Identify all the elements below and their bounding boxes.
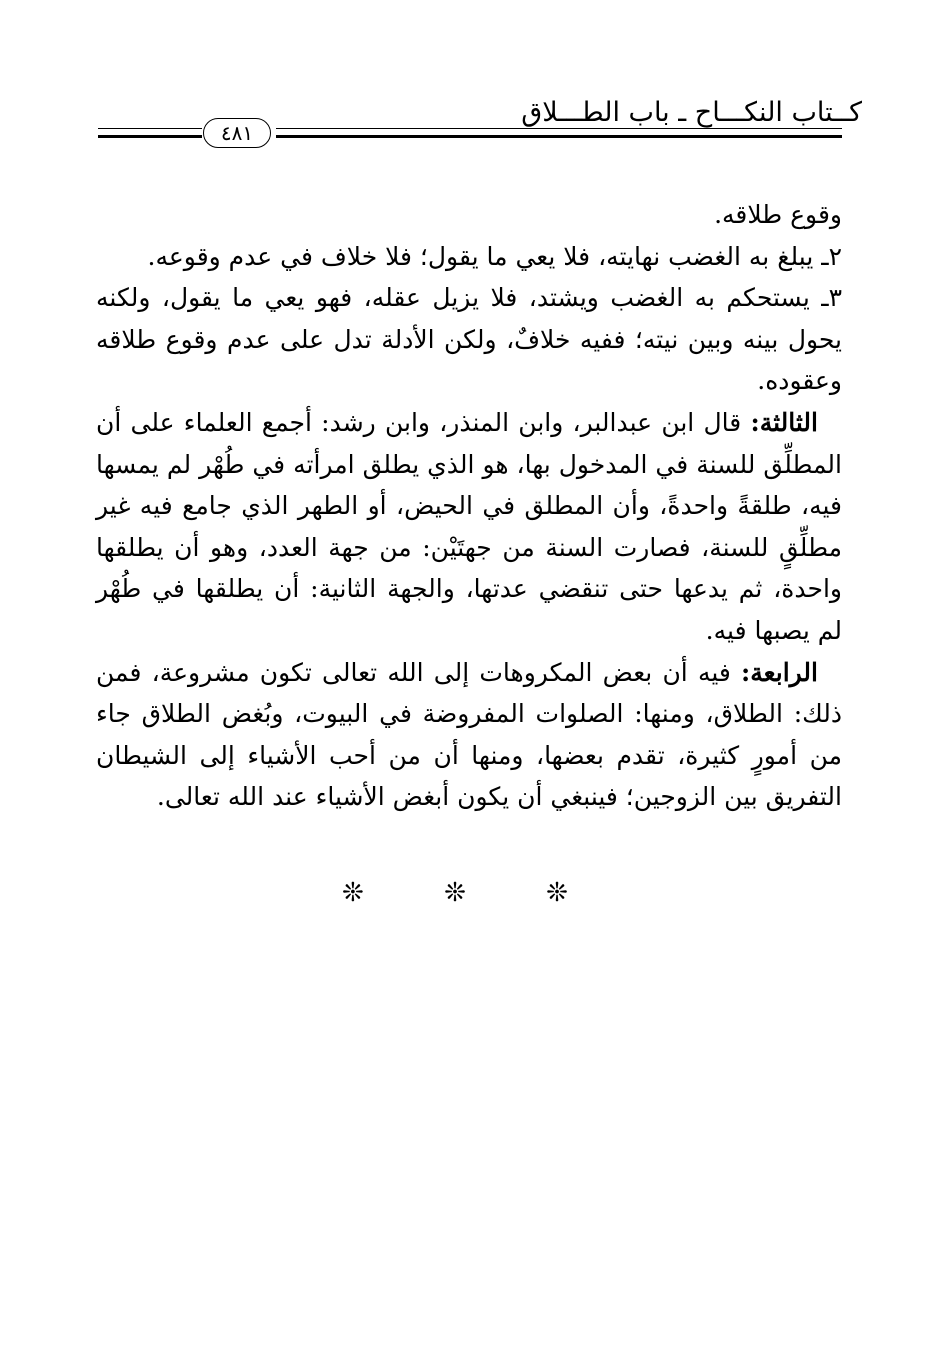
section-separator	[0, 878, 938, 908]
header-rule-right-top	[276, 128, 842, 129]
paragraph-text: قال ابن عبدالبر، وابن المنذر، وابن رشد: أجمع العلماء على أن المطلِّق للسنة في المدخول بها، هو الذي يطلق امرأته في طُهْر لم يمسها فيه، طلقةً واحدةً، وأن المطلق في الحيض، أو الطهر الذي جامع فيه غير مطلِّقٍ للسنة، فصارت السنة من جهتَيْن: من جهة العدد، وهو أن يطلقها واحدة، ثم يدعها حتى تنقضي عدتها، والجهة الثانية: أن يطلقها في طُهْر لم يصبها فيه.	[96, 407, 842, 645]
paragraph-continuation	[96, 194, 842, 236]
main-text	[96, 194, 842, 818]
paragraph-lead-fourth: الرابعة:	[741, 657, 818, 687]
paragraph-item-3	[96, 277, 842, 402]
header-rule-left-bottom	[98, 135, 202, 138]
paragraph-text: فيه أن بعض المكروهات إلى الله تعالى تكون مشروعة، فمن ذلك: الطلاق، ومنها: الصلوات المفروضة في البيوت، وبُغض الطلاق جاء من أمورٍ كثيرة، تقدم بعضها، ومنها أن من أحب الأشياء إلى الشيطان التفريق بين الزوجين؛ فينبغي أن يكون أبغض الأشياء عند الله تعالى.	[96, 657, 842, 812]
separator-ornament-icon: ❊	[546, 878, 596, 908]
running-header-title: كــتاب النكـــاح ـ باب الطـــلاق	[521, 97, 862, 128]
paragraph-fourth-point	[96, 652, 842, 818]
paragraph-text: ٢ـ يبلغ به الغضب نهايته، فلا يعي ما يقول؛ فلا خلاف في عدم وقوعه.	[147, 241, 842, 271]
header-rule-left-top	[98, 128, 202, 129]
paragraph-item-2	[96, 236, 842, 278]
paragraph-text: ٣ـ يستحكم به الغضب ويشتد، فلا يزيل عقله، فهو يعي ما يقول، ولكنه يحول بينه وبين نيته؛ ففيه خلافٌ، ولكن الأدلة تدل على عدم وقوع طلاقه وعقوده.	[96, 283, 842, 396]
page-number: ٤٨١	[220, 121, 254, 145]
paragraph-text: وقوع طلاقه.	[714, 200, 842, 229]
paragraph-third-point	[96, 402, 842, 652]
paragraph-lead-third: الثالثة:	[750, 407, 818, 437]
separator-ornament-icon: ❊	[342, 878, 392, 908]
separator-ornament-icon: ❊	[444, 878, 494, 908]
header-rule-right-bottom	[276, 135, 842, 138]
